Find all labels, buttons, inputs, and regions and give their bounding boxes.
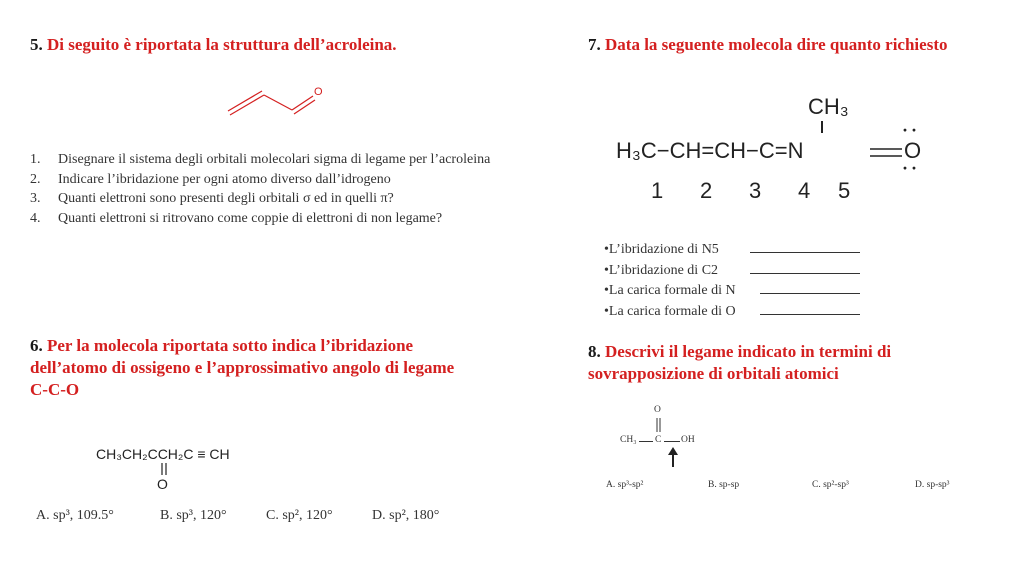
lone-pair-top-icon: ·· bbox=[902, 120, 921, 140]
q7-formula: H₃C−CH=CH−C=N bbox=[616, 138, 804, 163]
acrolein-oxygen: O bbox=[314, 86, 323, 98]
q7-number: 7. bbox=[588, 35, 601, 54]
q8-bond-left bbox=[639, 441, 653, 442]
q8-indicated-bond bbox=[664, 441, 680, 442]
answer-blank[interactable] bbox=[760, 281, 860, 294]
list-item-number: 4. bbox=[30, 210, 41, 226]
q7-fill-list bbox=[604, 240, 860, 322]
q7-number-2: 2 bbox=[700, 178, 713, 203]
q6-title-line2: dell’atomo di ossigeno e l’approssimativo angolo di legame bbox=[30, 358, 455, 377]
option-text: sp³, 120° bbox=[176, 508, 227, 523]
q7-number-1: 1 bbox=[651, 178, 664, 203]
option-text: sp-sp bbox=[719, 480, 740, 490]
answer-blank[interactable] bbox=[750, 261, 860, 274]
q8-option-d bbox=[915, 480, 950, 490]
q8-title-line2: sovrapposizione di orbitali atomici bbox=[588, 364, 839, 383]
q8-hydroxyl: OH bbox=[681, 435, 695, 445]
q5-list bbox=[30, 150, 570, 228]
q8-option-c bbox=[812, 480, 849, 490]
option-text: sp-sp³ bbox=[926, 480, 950, 490]
q8-top-oxygen: O bbox=[654, 405, 661, 415]
q7-no-double-bond bbox=[868, 146, 904, 160]
option-text: sp²-sp³ bbox=[823, 480, 849, 490]
option-letter: D. bbox=[915, 480, 925, 490]
option-letter: B. bbox=[160, 508, 173, 523]
option-letter: C. bbox=[812, 480, 821, 490]
fill-item-label: •L’ibridazione di N5 bbox=[604, 242, 719, 257]
q8-title-text: Descrivi il legame indicato in termini di bbox=[605, 342, 892, 361]
q7-number-5: 5 bbox=[838, 178, 851, 203]
q6-carbonyl-oxygen: O bbox=[157, 476, 168, 492]
fill-item-label: •La carica formale di O bbox=[604, 303, 736, 319]
option-text: sp³, 109.5° bbox=[53, 508, 114, 523]
list-item bbox=[30, 189, 570, 209]
fill-item bbox=[604, 240, 860, 261]
q7-vertical-bond bbox=[821, 121, 823, 133]
q6-title bbox=[30, 335, 550, 401]
option-letter: C. bbox=[266, 508, 279, 523]
q7-title-text: Data la seguente molecola dire quanto richiesto bbox=[605, 35, 948, 54]
answer-blank[interactable] bbox=[760, 302, 860, 315]
q5-title bbox=[30, 34, 397, 56]
list-item-number: 1. bbox=[30, 152, 41, 167]
q8-methyl: CH₃ bbox=[620, 435, 637, 445]
option-letter: A. bbox=[606, 480, 616, 490]
q7-number-3: 3 bbox=[749, 178, 762, 203]
fill-item bbox=[604, 302, 860, 323]
arrow-up-icon bbox=[667, 446, 679, 468]
q6-title-line3: C-C-O bbox=[30, 380, 80, 399]
option-letter: B. bbox=[708, 480, 717, 490]
q6-number: 6. bbox=[30, 336, 43, 355]
q6-option-a bbox=[36, 508, 114, 524]
q6-option-b bbox=[160, 508, 227, 524]
q6-title-text: Per la molecola riportata sotto indica l’ibridazione bbox=[47, 336, 414, 355]
q8-option-a bbox=[606, 480, 643, 490]
option-text: sp², 180° bbox=[389, 508, 440, 523]
q6-formula: CH₃CH₂CCH₂C ≡ CH bbox=[96, 446, 230, 462]
fill-item bbox=[604, 281, 860, 302]
q8-option-b bbox=[708, 480, 739, 490]
fill-item-label: •L’ibridazione di C2 bbox=[604, 262, 719, 278]
option-letter: D. bbox=[372, 508, 386, 523]
option-text: sp², 120° bbox=[282, 508, 333, 523]
option-letter: A. bbox=[36, 508, 50, 523]
q8-carbon: C bbox=[655, 435, 662, 445]
option-text: sp³-sp² bbox=[617, 480, 644, 490]
q6-double-bond bbox=[158, 462, 170, 476]
list-item-number: 3. bbox=[30, 191, 41, 206]
q6-option-c bbox=[266, 508, 333, 524]
q7-number-4: 4 bbox=[798, 178, 811, 203]
q8-carbonyl-double-bond bbox=[654, 417, 664, 433]
q7-title bbox=[588, 34, 947, 56]
fill-item bbox=[604, 261, 860, 282]
list-item bbox=[30, 170, 570, 190]
list-item-number: 2. bbox=[30, 171, 41, 187]
fill-item-label: •La carica formale di N bbox=[604, 283, 736, 298]
q7-methyl-substituent: CH₃ bbox=[808, 94, 849, 119]
list-item-text: Disegnare il sistema degli orbitali molecolari sigma di legame per l’acroleina bbox=[58, 152, 491, 167]
q5-title-text: Di seguito è riportata la struttura dell’acroleina. bbox=[47, 35, 397, 54]
q6-option-d bbox=[372, 508, 439, 524]
list-item bbox=[30, 150, 570, 170]
lone-pair-bottom-icon: ·· bbox=[902, 158, 921, 178]
q8-title-line1 bbox=[588, 341, 1008, 363]
acrolein-structure bbox=[222, 82, 332, 122]
q7-oxygen: O bbox=[904, 138, 922, 163]
list-item-text: Quanti elettroni sono presenti degli orbitali σ ed in quelli π? bbox=[58, 191, 394, 206]
q5-number: 5. bbox=[30, 35, 43, 54]
q8-number: 8. bbox=[588, 342, 601, 361]
list-item-text: Indicare l’ibridazione per ogni atomo diverso dall’idrogeno bbox=[58, 171, 391, 187]
list-item-text: Quanti elettroni si ritrovano come coppie di elettroni di non legame? bbox=[58, 210, 443, 226]
q6-title-line1 bbox=[30, 335, 550, 357]
list-item bbox=[30, 209, 570, 229]
q8-title bbox=[588, 341, 1008, 385]
answer-blank[interactable] bbox=[750, 240, 860, 253]
